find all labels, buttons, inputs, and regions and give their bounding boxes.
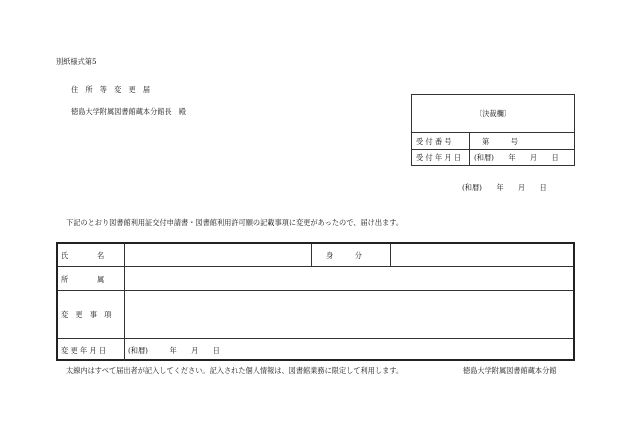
change-items-field[interactable] xyxy=(126,293,572,336)
approval-divider xyxy=(469,133,470,166)
receipt-number-label: 受 付 番 号 xyxy=(416,137,452,146)
affiliation-field[interactable] xyxy=(126,269,572,288)
footer-note: 太線内はすべて届出者が記入してください。記入された個人情報は、図書館業務に限定して利用します。 xyxy=(66,366,404,375)
form-title: 住 所 等 変 更 届 xyxy=(71,85,151,94)
footer-org: 徳島大学附属図書館蔵本分館 xyxy=(463,366,557,375)
table-divider xyxy=(58,266,573,267)
name-field[interactable] xyxy=(126,246,309,264)
receipt-date-label: 受 付 年 月 日 xyxy=(416,153,462,162)
status-field[interactable] xyxy=(392,246,572,264)
receipt-date-value: (和暦) 年 月 日 xyxy=(474,153,559,162)
submission-date: (和暦) 年 月 日 xyxy=(462,183,547,192)
status-label: 身 分 xyxy=(326,251,362,260)
addressee: 徳島大学附属図書館蔵本分館長 殿 xyxy=(71,107,187,116)
receipt-number-value: 第 号 xyxy=(482,137,518,146)
main-table xyxy=(56,242,575,361)
approval-title: 〔決裁欄〕 xyxy=(475,109,511,118)
form-number: 別紙様式第5 xyxy=(56,57,97,66)
table-divider xyxy=(58,290,573,291)
approval-box xyxy=(411,94,575,166)
table-divider xyxy=(58,338,573,339)
change-date-value[interactable]: (和暦) 年 月 日 xyxy=(128,346,220,355)
table-divider xyxy=(124,244,125,361)
name-label: 氏 名 xyxy=(61,251,105,260)
affiliation-label: 所 属 xyxy=(61,275,105,284)
change-items-label: 変 更 事 項 xyxy=(61,310,112,319)
change-date-label: 変 更 年 月 日 xyxy=(61,346,107,355)
table-divider xyxy=(390,244,391,266)
table-divider xyxy=(311,244,312,266)
intro-text: 下記のとおり図書館利用証交付申請書・図書館利用許可願の記載事項に変更があったので、届け出ます。 xyxy=(66,218,404,227)
